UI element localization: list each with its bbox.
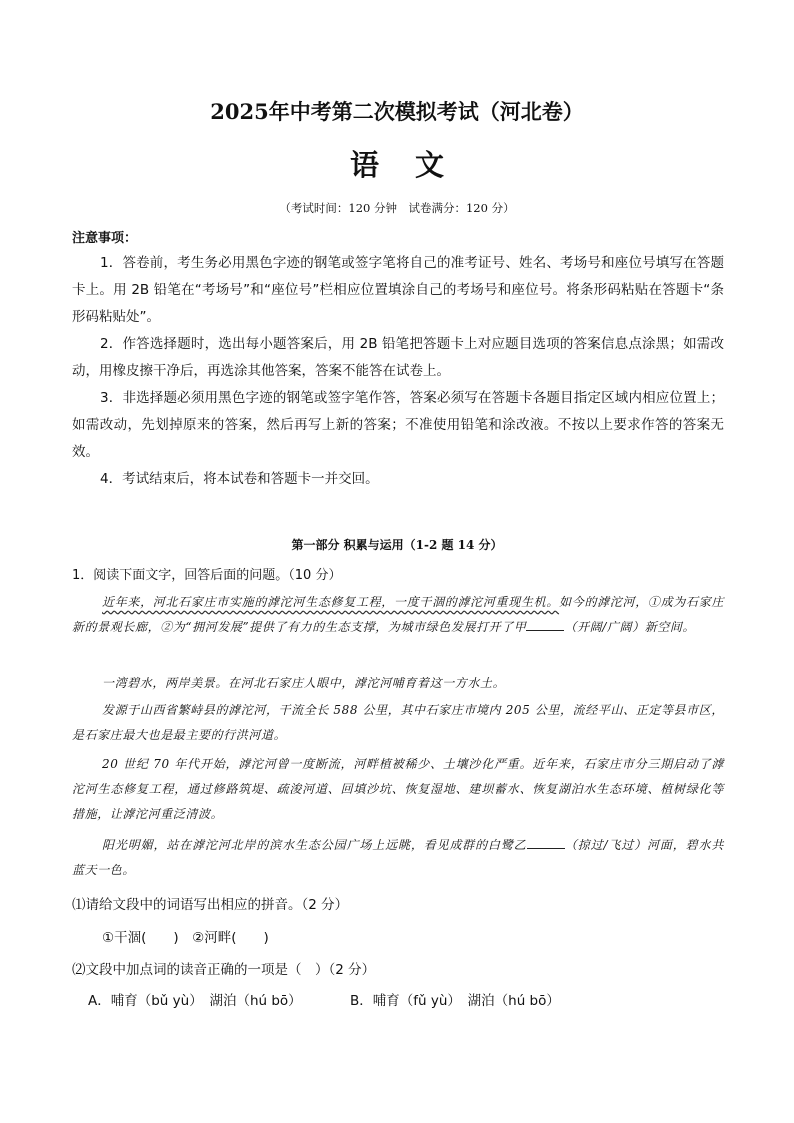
note-item-2: 2．作答选择题时，选出每小题答案后，用 2B 铅笔把答题卡上对应题目选项的答案信息点涂黑；如需改动，用橡皮擦干净后，再选涂其他答案，答案不能答在试卷上。 — [72, 336, 724, 379]
passage-p5-text-a: 阳光明媚，站在滹沱河北岸的滨水生态公园广场上远眺，看见成群的白鹭乙 — [102, 838, 527, 852]
options-row — [88, 989, 560, 1009]
passage-p5-text-b: （掠过/飞过）河面，碧水共蓝天一色。 — [72, 838, 724, 877]
passage-paragraph-3: 发源于山西省繁峙县的滹沱河，干流全长 588 公里，其中石家庄市境内 205 公里，流经平山、正定等县市区，是石家庄最大也是最主要的行洪河道。 — [72, 703, 724, 742]
blank-jia[interactable] — [526, 618, 564, 631]
exam-info: （考试时间：120 分钟 试卷满分：120 分） — [279, 201, 515, 215]
sub-question-1-items: ①干涸( ) ②河畔( ) — [102, 930, 269, 946]
option-a[interactable]: A．哺育（bǔ yù） 湖泊（hú bō） — [88, 993, 302, 1009]
subject-char-2: 文 — [415, 148, 445, 182]
question-1-stem: 1．阅读下面文字，回答后面的问题。（10 分） — [72, 568, 342, 583]
passage-paragraph-4: 20 世纪 70 年代开始，滹沱河曾一度断流，河畔植被稀少、土壤沙化严重。近年来，石家庄市分三期启动了滹沱河生态修复工程，通过修路筑堤、疏浚河道、回填沙坑、恢复湿地、建坝蓄水、恢复湖泊水生态环境、植树绿化等措施，让滹沱河重泛清波。 — [72, 757, 724, 821]
passage-p1-text-b: （开阔/广阔）新空间。 — [564, 620, 696, 634]
subject-char-1: 语 — [349, 148, 379, 182]
subject-title — [0, 143, 794, 184]
option-b[interactable]: B．哺育（fǔ yù） 湖泊（hú bō） — [350, 993, 560, 1009]
part-heading: 第一部分 积累与运用（1-2 题 14 分） — [291, 538, 503, 552]
note-item-3: 3．非选择题必须用黑色字迹的钢笔或签字笔作答，答案必须写在答题卡各题目指定区域内相应位置上；如需改动，先划掉原来的答案，然后再写上新的答案；不准使用铅笔和涂改液。不按以上要求作答的答案无效。 — [72, 390, 724, 460]
notes-heading: 注意事项： — [72, 231, 138, 246]
passage-p1-text-a: 如今的滹沱河，①成为石家庄新的景观长廊，②为“拥河发展”提供了有力的生态支撑，为城市绿色发展打开了甲 — [72, 595, 724, 634]
sub-question-2: ⑵文段中加点词的读音正确的一项是（ ）（2 分） — [72, 962, 376, 978]
blank-yi[interactable] — [527, 836, 565, 849]
note-item-1: 1．答卷前，考生务必用黑色字迹的钢笔或签字笔将自己的准考证号、姓名、考场号和座位号填写在答题卡上。用 2B 铅笔在“考场号”和“座位号”栏相应位置填涂自己的考场号和座位号。将条形码粘贴在答题卡“条形码粘贴处”。 — [72, 255, 724, 325]
note-item-4: 4．考试结束后，将本试卷和答题卡一并交回。 — [100, 471, 379, 487]
passage-paragraph-1 — [72, 590, 724, 640]
passage-paragraph-2: 一湾碧水，两岸美景。在河北石家庄人眼中，滹沱河哺育着这一方水土。 — [102, 676, 506, 690]
passage-paragraph-5 — [72, 833, 724, 883]
wavy-underlined-sentence: 近年来，河北石家庄市实施的滹沱河生态修复工程，一度干涸的滹沱河重现生机。 — [102, 595, 560, 609]
exam-title: 2025年中考第二次模拟考试（河北卷） — [210, 99, 584, 124]
sub-question-1: ⑴请给文段中的词语写出相应的拼音。（2 分） — [72, 897, 349, 913]
